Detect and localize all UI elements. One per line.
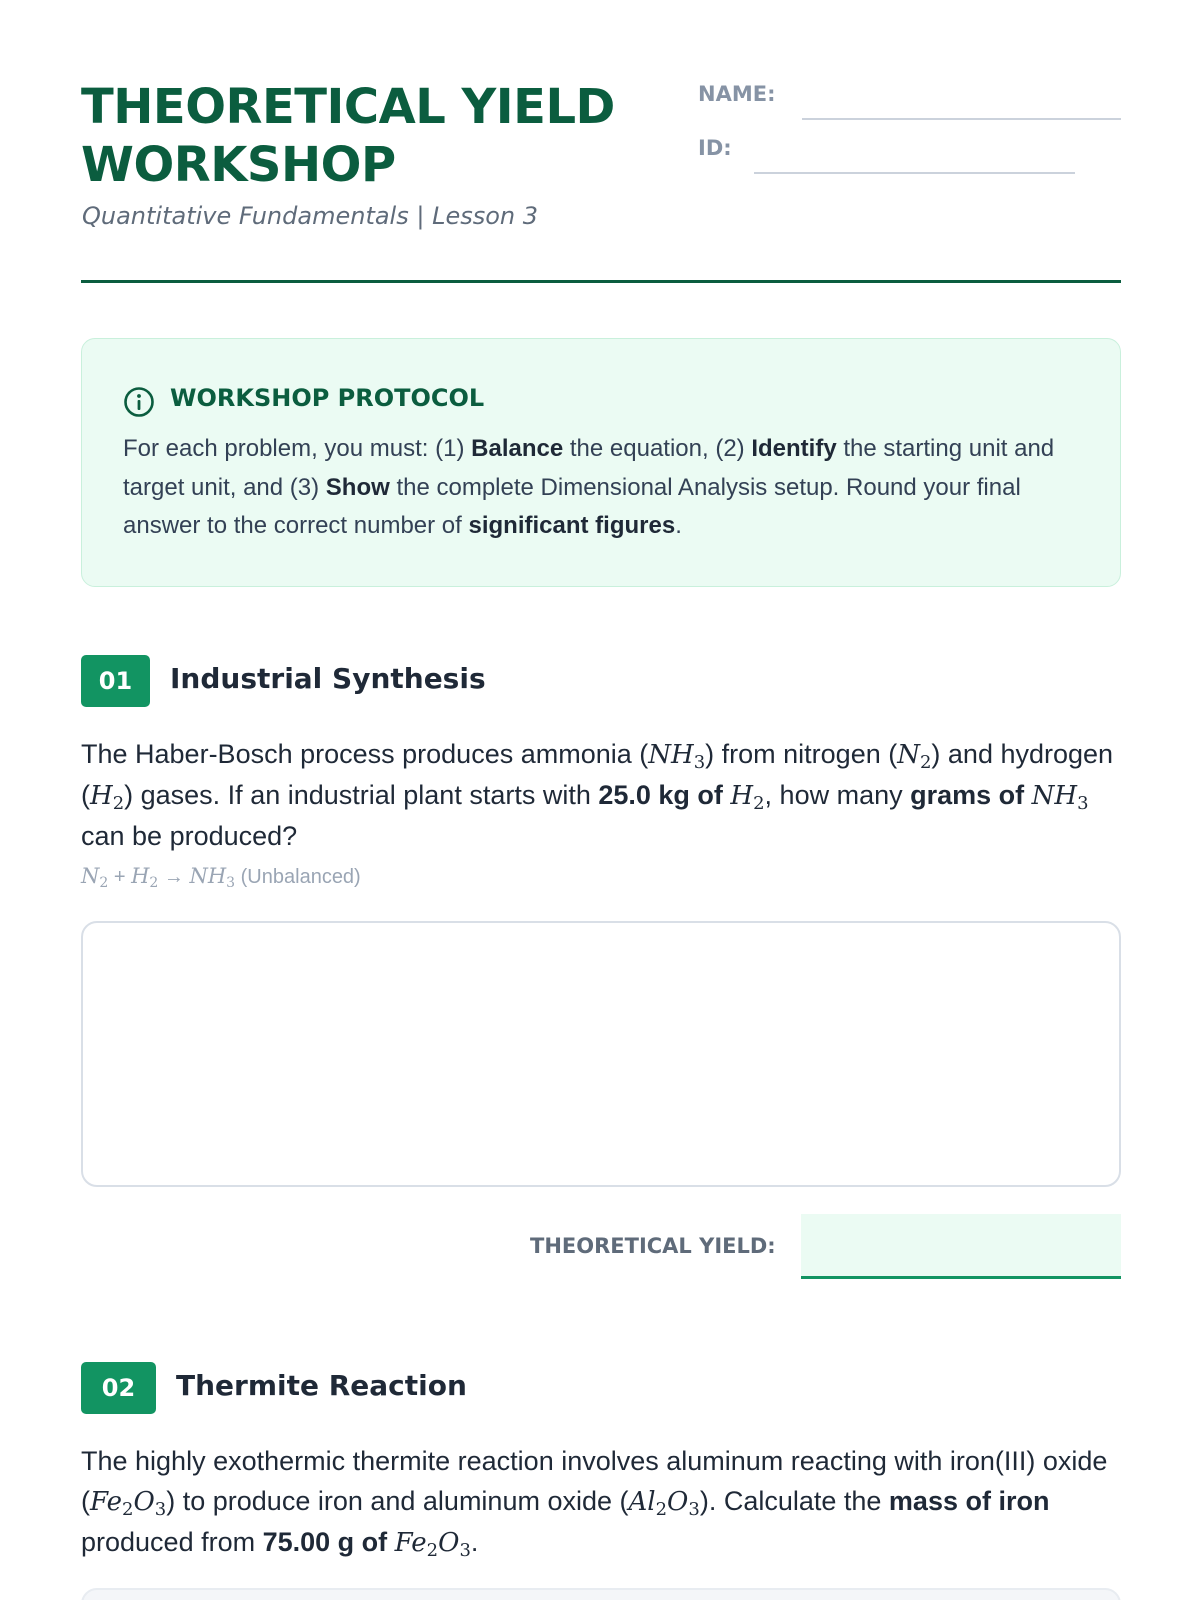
problem-text: The Haber-Bosch process produces ammonia $(NH_3)$ from nitrogen $(N_2)$ and hydrogen $(H_2)$ gases. If an industrial plant starts with 25.0 kg of $H_2$, how many grams of $NH_3$ can be produced? xyxy=(81,739,1114,851)
problem-text: The highly exothermic thermite reaction involves aluminum reacting with iron(III) oxide $(Fe_2O_3)$ to produce iron and aluminum oxide $(Al_2O_3)$. Calculate the mass of iron produced from 75.00 g of $Fe_2O_3$. xyxy=(81,1446,1108,1561)
header-divider xyxy=(81,280,1121,283)
problem-number-badge: 01 xyxy=(81,655,150,707)
problem-number-badge: 02 xyxy=(81,1362,156,1414)
id-label: ID: xyxy=(698,136,732,160)
protocol-callout xyxy=(81,338,1121,587)
reaction-equation: $N_2 + H_2 \to NH_3$ (Unbalanced) xyxy=(81,864,361,891)
name-label: NAME: xyxy=(698,82,776,106)
theoretical-yield-input[interactable] xyxy=(801,1214,1121,1279)
page-title: THEORETICAL YIELD WORKSHOP xyxy=(81,79,615,193)
info-icon xyxy=(123,386,155,418)
id-field[interactable] xyxy=(754,172,1075,174)
protocol-title: WORKSHOP PROTOCOL xyxy=(170,384,485,412)
page-subtitle: Quantitative Fundamentals | Lesson 3 xyxy=(82,202,539,230)
worksheet-header xyxy=(81,78,1121,283)
theoretical-yield-label: THEORETICAL YIELD: xyxy=(530,1234,776,1258)
work-area[interactable] xyxy=(81,1588,1121,1600)
problem-title: Thermite Reaction xyxy=(176,1369,467,1402)
problem-title: Industrial Synthesis xyxy=(170,662,486,695)
work-area[interactable] xyxy=(81,921,1121,1187)
protocol-text: For each problem, you must: (1) Balance the equation, (2) Identify the starting unit and target unit, and (3) Show the complete Dimensional Analysis setup. Round your final answer to the correct number of significant figures. xyxy=(123,435,1055,539)
name-field[interactable] xyxy=(802,118,1121,120)
